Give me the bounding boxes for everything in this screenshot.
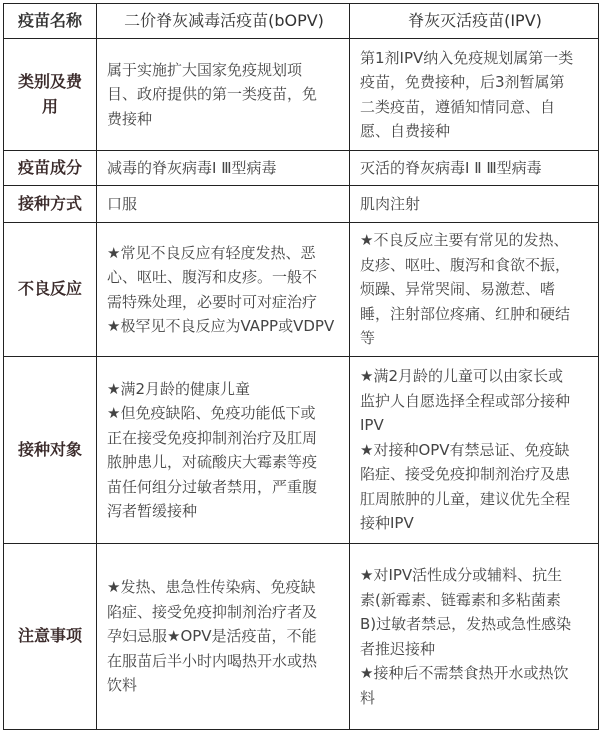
adverse-reactions-label-cell <box>4 223 97 357</box>
cell-text-line: 正在接受免疫抑制剂治疗及肛周 <box>107 428 318 447</box>
table-row-target-population <box>4 357 599 544</box>
cell-text-line: ★满2月龄的儿童可以由家长或 <box>360 367 563 386</box>
cell-text-line: 泻者暂缓接种 <box>107 502 198 520</box>
adverse-reactions-ipv-cell <box>350 223 599 357</box>
cell-text-line: 第1剂IPV纳入免疫规划属第一类 <box>360 48 574 67</box>
header-bopv: 二价脊灰减毒活疫苗(bOPV) <box>97 4 350 39</box>
cell-text-line: 孕妇忌服★OPV是活疫苗，不能 <box>107 627 317 646</box>
cell-text-line: IPV <box>360 416 384 435</box>
cell-text-line: 烦躁、异常哭闹、易激惹、嗜 <box>360 280 556 299</box>
cell-text-line: 费接种 <box>107 109 153 128</box>
cell-text-line: 在服苗后半小时内喝热开水或热 <box>107 651 318 670</box>
composition-bopv-cell <box>97 151 350 186</box>
table-row-adverse-reactions <box>4 223 599 357</box>
cell-text-line: 料 <box>360 688 376 707</box>
cell-text-line: 饮料 <box>107 676 138 695</box>
cell-text-line: 口服 <box>107 194 138 213</box>
table-row-route <box>4 186 599 223</box>
header-vaccine-name: 疫苗名称 <box>4 4 97 39</box>
cell-text-line: 目、政府提供的第一类疫苗，免 <box>107 85 318 104</box>
table-row-composition <box>4 151 599 186</box>
cell-text-line: 接种IPV <box>360 514 414 533</box>
cell-text-line: 心、呕吐、腹泻和皮疹。一般不 <box>107 268 318 286</box>
adverse-reactions-bopv-cell <box>97 223 350 357</box>
composition-label-cell <box>4 151 97 186</box>
cell-text-line: 等 <box>360 329 376 348</box>
cell-text-line: 苗任何组分过敏者禁用，严重腹 <box>107 477 318 496</box>
category-fee-ipv-cell <box>350 39 599 151</box>
header-ipv: 脊灰灭活疫苗(IPV) <box>350 4 599 39</box>
vaccine-comparison-table <box>3 3 599 730</box>
cell-text-line: 皮疹、呕吐、腹泻和食欲不振， <box>360 255 571 274</box>
cell-text-line: ★发热、患急性传染病、免疫缺 <box>107 578 316 597</box>
cell-text-line: 愿、自费接种 <box>360 122 451 140</box>
cell-text-line: 肌肉注射 <box>360 194 421 213</box>
cell-text-line: 灭活的脊灰病毒Ⅰ Ⅱ Ⅲ型病毒 <box>360 158 542 177</box>
cell-text-line: 脓肿患儿，对硫酸庆大霉素等疫 <box>107 453 318 471</box>
cell-text-line: 睡，注射部位疼痛、红肿和硬结 <box>360 304 571 323</box>
cell-text-line: ★满2月龄的健康儿童 <box>107 379 250 398</box>
cell-text-line: ★不良反应主要有常见的发热、 <box>360 231 569 250</box>
cell-text-line: ★接种后不需禁食热开水或热饮 <box>360 664 569 682</box>
cell-text-line: ★对IPV活性成分或辅料、抗生 <box>360 566 563 584</box>
table-row-category-fee <box>4 39 599 151</box>
cell-text-line: 陷症、接受免疫抑制剂治疗及患 <box>360 465 571 484</box>
category-fee-label-cell <box>4 39 97 151</box>
target-population-label-cell <box>4 357 97 544</box>
cell-text-line: 用 <box>41 96 58 116</box>
cell-text-line: 肛周脓肿的儿童，建议优先全程 <box>360 489 571 508</box>
cell-text-line: ★但免疫缺陷、免疫功能低下或 <box>107 404 316 422</box>
cell-text-line: 陷症、接受免疫抑制剂治疗者及 <box>107 602 318 621</box>
cell-text-line: 注意事项 <box>17 626 82 646</box>
cell-text-line: 监护人自愿选择全程或部分接种 <box>360 391 571 410</box>
cell-text-line: B)过敏者禁忌，发热或急性感染 <box>360 615 572 633</box>
target-population-bopv-cell <box>97 357 350 544</box>
table-header-row <box>4 4 599 39</box>
cell-text-line: 不良反应 <box>17 279 82 299</box>
cell-text-line: 素(新霉素、链霉素和多粘菌素 <box>360 590 561 609</box>
composition-ipv-cell <box>350 151 599 186</box>
cell-text-line: 疫苗成分 <box>17 157 82 177</box>
precautions-bopv-cell <box>97 544 350 730</box>
route-ipv-cell <box>350 186 599 223</box>
precautions-label-cell <box>4 544 97 730</box>
cell-text-line: 减毒的脊灰病毒Ⅰ Ⅲ型病毒 <box>107 158 277 177</box>
cell-text-line: 接种对象 <box>17 439 82 459</box>
cell-text-line: 二类疫苗，遵循知情同意、自 <box>360 97 556 116</box>
cell-text-line: ★对接种OPV有禁忌证、免疫缺 <box>360 440 570 459</box>
cell-text-line: 需特殊处理，必要时可对症治疗 <box>107 292 318 311</box>
cell-text-line: 接种方式 <box>17 193 82 213</box>
cell-text-line: ★极罕见不良反应为VAPP或VDPV <box>107 317 335 335</box>
category-fee-bopv-cell <box>97 39 350 151</box>
target-population-ipv-cell <box>350 357 599 544</box>
cell-text-line: 者推迟接种 <box>360 639 436 658</box>
precautions-ipv-cell <box>350 544 599 730</box>
table-row-precautions <box>4 544 599 730</box>
route-bopv-cell <box>97 186 350 223</box>
cell-text-line: ★常见不良反应有轻度发热、恶 <box>107 243 316 262</box>
cell-text-line: 疫苗，免费接种，后3剂暂属第 <box>360 73 565 91</box>
cell-text-line: 类别及费 <box>17 72 82 91</box>
route-label-cell <box>4 186 97 223</box>
cell-text-line: 属于实施扩大国家免疫规划项 <box>107 60 303 79</box>
